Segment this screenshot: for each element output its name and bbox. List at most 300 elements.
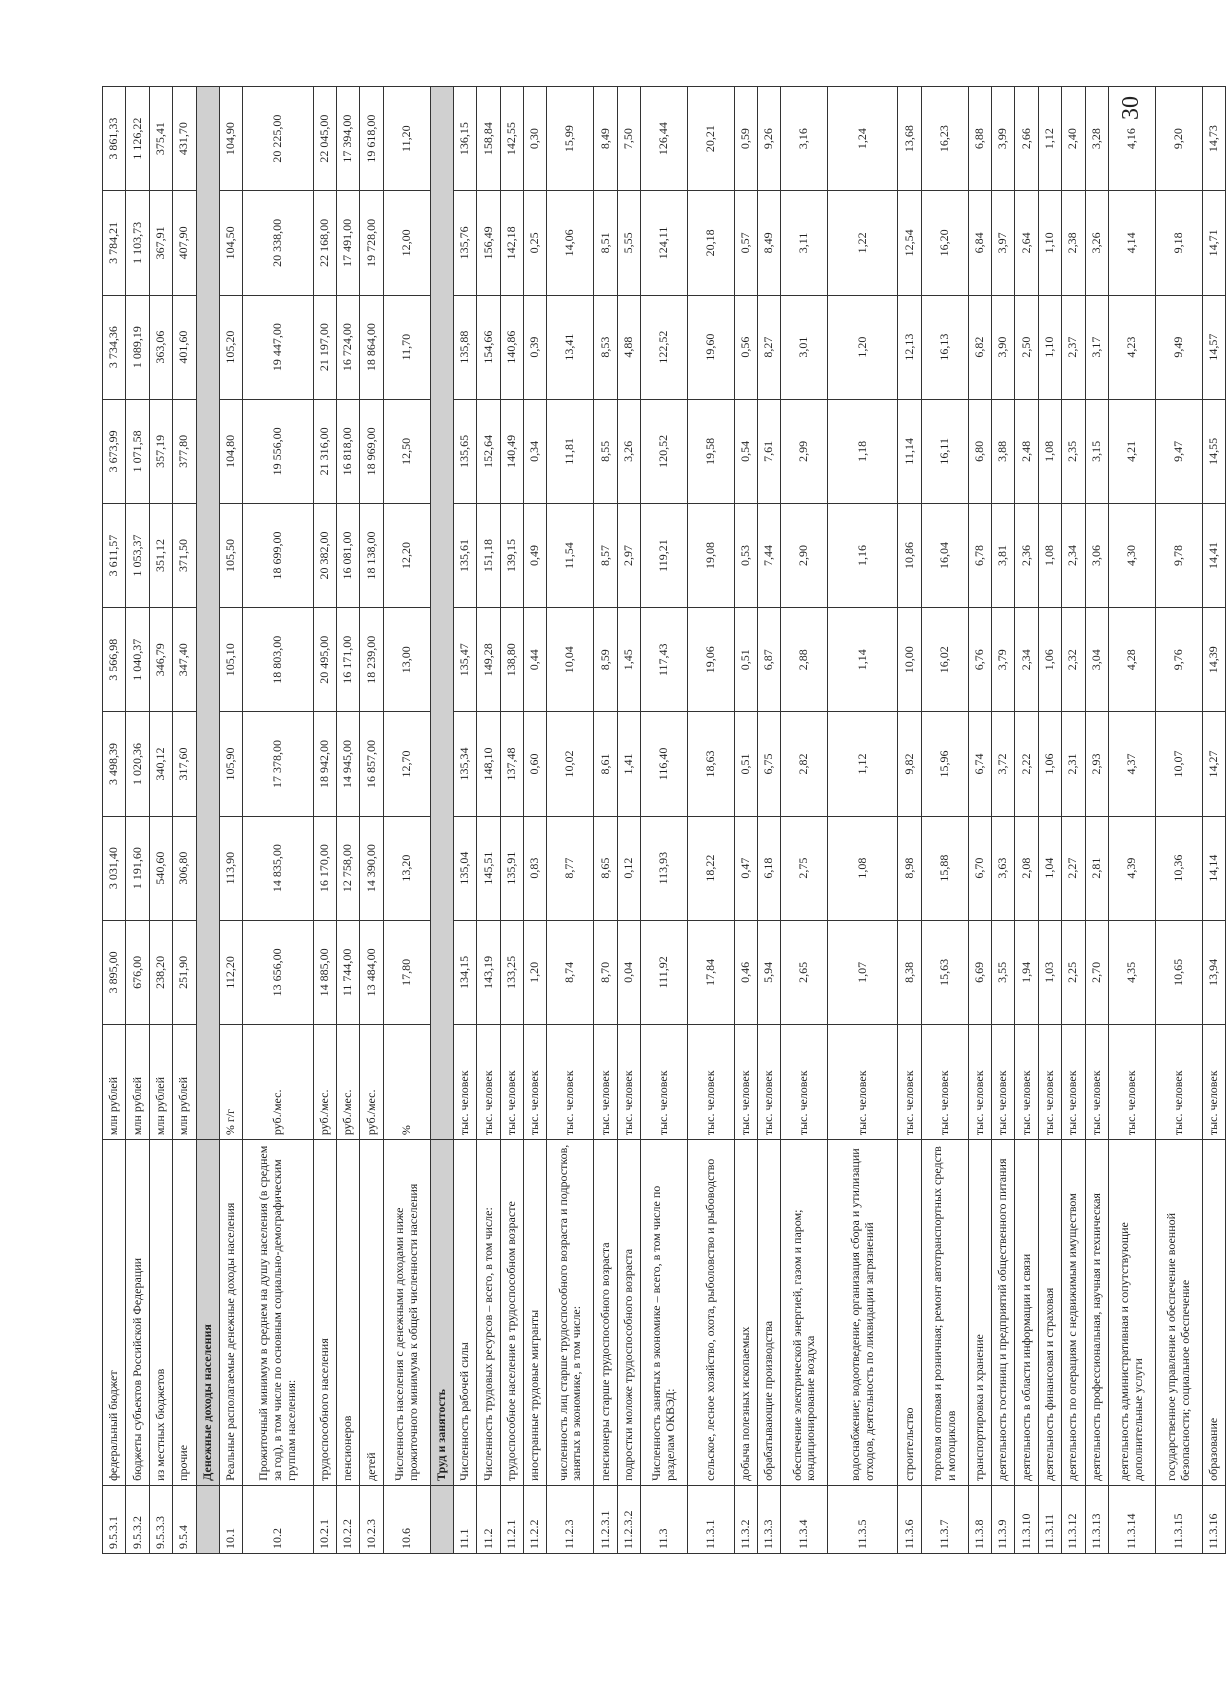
value-cell: 2,90 xyxy=(781,503,828,607)
value-cell: 407,90 xyxy=(173,191,196,295)
value-cell: 8,65 xyxy=(594,816,617,920)
value-cell: 19 728,00 xyxy=(360,191,383,295)
value-cell: 1 089,19 xyxy=(126,295,149,399)
value-cell: 105,50 xyxy=(219,503,242,607)
value-cell: 10,00 xyxy=(898,608,921,712)
value-cell: 347,40 xyxy=(173,608,196,712)
value-cell: 3,17 xyxy=(1085,295,1108,399)
indicator-name: Прожиточный минимум в среднем на душу населения (в среднем за год), в том числе по основным социально-демографическим группам населения: xyxy=(243,1140,313,1486)
value-cell: 1,04 xyxy=(1038,816,1061,920)
value-cell: 13 484,00 xyxy=(360,920,383,1024)
value-cell: 3 734,36 xyxy=(103,295,126,399)
unit: тыс. человек xyxy=(617,1024,640,1139)
value-cell: 3,28 xyxy=(1085,87,1108,191)
unit: тыс. человек xyxy=(524,1024,547,1139)
table-row xyxy=(921,87,968,1554)
value-cell: 14,73 xyxy=(1202,87,1225,191)
value-cell: 6,69 xyxy=(968,920,991,1024)
value-cell: 6,88 xyxy=(968,87,991,191)
value-cell: 3,26 xyxy=(617,399,640,503)
unit: тыс. человек xyxy=(1202,1024,1225,1139)
unit: тыс. человек xyxy=(477,1024,500,1139)
value-cell: 8,77 xyxy=(547,816,594,920)
value-cell: 1,12 xyxy=(1038,87,1061,191)
row-code: 9.5.4 xyxy=(173,1485,196,1553)
value-cell: 1,22 xyxy=(828,191,898,295)
value-cell: 1,07 xyxy=(828,920,898,1024)
section-title: Денежные доходы населения xyxy=(196,1140,219,1486)
unit: руб./мес. xyxy=(243,1024,313,1139)
indicator-name: Численность занятых в экономике – всего, в том числе по разделам ОКВЭД: xyxy=(641,1140,688,1486)
value-cell: 2,65 xyxy=(781,920,828,1024)
value-cell: 8,98 xyxy=(898,816,921,920)
value-cell: 3 673,99 xyxy=(103,399,126,503)
value-cell: 9,47 xyxy=(1155,399,1202,503)
value-cell: 20,21 xyxy=(687,87,734,191)
value-cell: 401,60 xyxy=(173,295,196,399)
value-cell: 14,55 xyxy=(1202,399,1225,503)
value-cell: 2,34 xyxy=(1062,503,1085,607)
value-cell: 357,19 xyxy=(149,399,172,503)
value-cell: 20 338,00 xyxy=(243,191,313,295)
table-row xyxy=(594,87,617,1554)
table-row xyxy=(1062,87,1085,1554)
indicator-name: строительство xyxy=(898,1140,921,1486)
value-cell: 142,55 xyxy=(500,87,523,191)
value-cell: 1,08 xyxy=(1038,399,1061,503)
row-code: 11.3.7 xyxy=(921,1485,968,1553)
value-cell: 12,00 xyxy=(383,191,430,295)
table-row xyxy=(103,87,126,1554)
value-cell: 8,51 xyxy=(594,191,617,295)
row-code xyxy=(196,1485,219,1553)
indicator-name: сельское, лесное хозяйство, охота, рыболовство и рыбоводство xyxy=(687,1140,734,1486)
row-code: 11.3 xyxy=(641,1485,688,1553)
section-fill xyxy=(430,87,453,1140)
value-cell: 8,57 xyxy=(594,503,617,607)
value-cell: 1,20 xyxy=(828,295,898,399)
value-cell: 1,08 xyxy=(1038,503,1061,607)
table-row xyxy=(991,87,1014,1554)
value-cell: 676,00 xyxy=(126,920,149,1024)
value-cell: 19 447,00 xyxy=(243,295,313,399)
value-cell: 377,80 xyxy=(173,399,196,503)
unit: млн рублей xyxy=(149,1024,172,1139)
value-cell: 9,20 xyxy=(1155,87,1202,191)
value-cell: 1,10 xyxy=(1038,295,1061,399)
table-row xyxy=(1202,87,1225,1554)
value-cell: 16 818,00 xyxy=(336,399,359,503)
row-code: 10.1 xyxy=(219,1485,242,1553)
value-cell: 3,79 xyxy=(991,608,1014,712)
value-cell: 5,94 xyxy=(758,920,781,1024)
value-cell: 8,70 xyxy=(594,920,617,1024)
value-cell: 0,53 xyxy=(734,503,757,607)
value-cell: 2,50 xyxy=(1015,295,1038,399)
value-cell: 1 040,37 xyxy=(126,608,149,712)
value-cell: 3,90 xyxy=(991,295,1014,399)
value-cell: 251,90 xyxy=(173,920,196,1024)
value-cell: 10,02 xyxy=(547,712,594,816)
row-code: 11.2.3.1 xyxy=(594,1485,617,1553)
value-cell: 105,20 xyxy=(219,295,242,399)
unit: тыс. человек xyxy=(758,1024,781,1139)
value-cell: 9,49 xyxy=(1155,295,1202,399)
value-cell: 104,50 xyxy=(219,191,242,295)
indicator-name: деятельность по операциям с недвижимым имуществом xyxy=(1062,1140,1085,1486)
value-cell: 19,06 xyxy=(687,608,734,712)
value-cell: 18,63 xyxy=(687,712,734,816)
value-cell: 1,03 xyxy=(1038,920,1061,1024)
page-number: 30 xyxy=(1118,96,1144,120)
table-row xyxy=(336,87,359,1554)
value-cell: 317,60 xyxy=(173,712,196,816)
table-row xyxy=(313,87,336,1554)
value-cell: 10,07 xyxy=(1155,712,1202,816)
value-cell: 340,12 xyxy=(149,712,172,816)
row-code: 11.3.10 xyxy=(1015,1485,1038,1553)
value-cell: 3,04 xyxy=(1085,608,1108,712)
value-cell: 14 835,00 xyxy=(243,816,313,920)
value-cell: 3,81 xyxy=(991,503,1014,607)
value-cell: 20 225,00 xyxy=(243,87,313,191)
value-cell: 6,78 xyxy=(968,503,991,607)
indicator-name: деятельность гостиниц и предприятий общественного питания xyxy=(991,1140,1014,1486)
indicator-name: федеральный бюджет xyxy=(103,1140,126,1486)
value-cell: 3,01 xyxy=(781,295,828,399)
indicator-name: иностранные трудовые мигранты xyxy=(524,1140,547,1486)
unit: тыс. человек xyxy=(734,1024,757,1139)
value-cell: 2,70 xyxy=(1085,920,1108,1024)
value-cell: 3,88 xyxy=(991,399,1014,503)
value-cell: 117,43 xyxy=(641,608,688,712)
value-cell: 2,93 xyxy=(1085,712,1108,816)
value-cell: 15,63 xyxy=(921,920,968,1024)
value-cell: 19 556,00 xyxy=(243,399,313,503)
unit: тыс. человек xyxy=(1108,1024,1155,1139)
value-cell: 2,25 xyxy=(1062,920,1085,1024)
value-cell: 14 885,00 xyxy=(313,920,336,1024)
value-cell: 14,71 xyxy=(1202,191,1225,295)
value-cell: 9,76 xyxy=(1155,608,1202,712)
value-cell: 136,15 xyxy=(453,87,476,191)
value-cell: 158,84 xyxy=(477,87,500,191)
indicator-name: деятельность административная и сопутствующие дополнительные услуги xyxy=(1108,1140,1155,1486)
value-cell: 1,45 xyxy=(617,608,640,712)
value-cell: 124,11 xyxy=(641,191,688,295)
unit: тыс. человек xyxy=(641,1024,688,1139)
value-cell: 0,83 xyxy=(524,816,547,920)
row-code: 11.3.15 xyxy=(1155,1485,1202,1553)
value-cell: 13,68 xyxy=(898,87,921,191)
table-row xyxy=(126,87,149,1554)
value-cell: 120,52 xyxy=(641,399,688,503)
value-cell: 10,04 xyxy=(547,608,594,712)
value-cell: 16,13 xyxy=(921,295,968,399)
value-cell: 16,20 xyxy=(921,191,968,295)
value-cell: 13 656,00 xyxy=(243,920,313,1024)
value-cell: 8,74 xyxy=(547,920,594,1024)
value-cell: 0,04 xyxy=(617,920,640,1024)
section-fill xyxy=(196,87,219,1140)
value-cell: 4,16 xyxy=(1108,87,1155,191)
row-code: 10.2 xyxy=(243,1485,313,1553)
indicator-name: пенсионеры старше трудоспособного возраста xyxy=(594,1140,617,1486)
value-cell: 4,88 xyxy=(617,295,640,399)
value-cell: 133,25 xyxy=(500,920,523,1024)
value-cell: 3 784,21 xyxy=(103,191,126,295)
value-cell: 14,14 xyxy=(1202,816,1225,920)
value-cell: 2,27 xyxy=(1062,816,1085,920)
value-cell: 18 239,00 xyxy=(360,608,383,712)
value-cell: 137,48 xyxy=(500,712,523,816)
value-cell: 14,06 xyxy=(547,191,594,295)
value-cell: 6,84 xyxy=(968,191,991,295)
value-cell: 148,10 xyxy=(477,712,500,816)
value-cell: 1,10 xyxy=(1038,191,1061,295)
value-cell: 1,08 xyxy=(828,816,898,920)
value-cell: 15,96 xyxy=(921,712,968,816)
value-cell: 12,50 xyxy=(383,399,430,503)
value-cell: 2,82 xyxy=(781,712,828,816)
value-cell: 135,65 xyxy=(453,399,476,503)
unit: млн рублей xyxy=(126,1024,149,1139)
value-cell: 13,94 xyxy=(1202,920,1225,1024)
unit: тыс. человек xyxy=(687,1024,734,1139)
value-cell: 8,53 xyxy=(594,295,617,399)
value-cell: 540,60 xyxy=(149,816,172,920)
indicator-name: Численность населения с денежными доходами ниже прожиточного минимума к общей численности населения xyxy=(383,1140,430,1486)
value-cell: 2,38 xyxy=(1062,191,1085,295)
value-cell: 3,26 xyxy=(1085,191,1108,295)
value-cell: 1,20 xyxy=(524,920,547,1024)
table-row xyxy=(758,87,781,1554)
value-cell: 16 724,00 xyxy=(336,295,359,399)
value-cell: 2,88 xyxy=(781,608,828,712)
value-cell: 6,76 xyxy=(968,608,991,712)
value-cell: 16,23 xyxy=(921,87,968,191)
value-cell: 4,30 xyxy=(1108,503,1155,607)
value-cell: 119,21 xyxy=(641,503,688,607)
value-cell: 11,81 xyxy=(547,399,594,503)
row-code: 11.3.12 xyxy=(1062,1485,1085,1553)
value-cell: 14,39 xyxy=(1202,608,1225,712)
table-row xyxy=(781,87,828,1554)
value-cell: 17 491,00 xyxy=(336,191,359,295)
value-cell: 4,35 xyxy=(1108,920,1155,1024)
value-cell: 13,00 xyxy=(383,608,430,712)
row-code: 11.3.8 xyxy=(968,1485,991,1553)
row-code: 11.1 xyxy=(453,1485,476,1553)
table-row xyxy=(898,87,921,1554)
value-cell: 6,74 xyxy=(968,712,991,816)
value-cell: 9,78 xyxy=(1155,503,1202,607)
value-cell: 18 138,00 xyxy=(360,503,383,607)
value-cell: 11,70 xyxy=(383,295,430,399)
value-cell: 139,15 xyxy=(500,503,523,607)
value-cell: 9,82 xyxy=(898,712,921,816)
value-cell: 6,80 xyxy=(968,399,991,503)
indicator-name: транспортировка и хранение xyxy=(968,1140,991,1486)
value-cell: 11,14 xyxy=(898,399,921,503)
value-cell: 14 945,00 xyxy=(336,712,359,816)
table-row xyxy=(360,87,383,1554)
value-cell: 3,55 xyxy=(991,920,1014,1024)
table-row xyxy=(734,87,757,1554)
value-cell: 16 171,00 xyxy=(336,608,359,712)
value-cell: 19,60 xyxy=(687,295,734,399)
value-cell: 111,92 xyxy=(641,920,688,1024)
row-code: 11.2 xyxy=(477,1485,500,1553)
value-cell: 18 699,00 xyxy=(243,503,313,607)
indicators-table xyxy=(102,86,1226,1554)
indicator-name: подростки моложе трудоспособного возраста xyxy=(617,1140,640,1486)
value-cell: 4,14 xyxy=(1108,191,1155,295)
value-cell: 13,41 xyxy=(547,295,594,399)
table-row xyxy=(1085,87,1108,1554)
value-cell: 12,54 xyxy=(898,191,921,295)
value-cell: 8,59 xyxy=(594,608,617,712)
value-cell: 14 390,00 xyxy=(360,816,383,920)
indicator-name: деятельность профессиональная, научная и техническая xyxy=(1085,1140,1108,1486)
value-cell: 0,12 xyxy=(617,816,640,920)
value-cell: 346,79 xyxy=(149,608,172,712)
row-code: 11.2.1 xyxy=(500,1485,523,1553)
indicator-name: водоснабжение; водоотведение, организация сбора и утилизации отходов, деятельность по ликвидации загрязнений xyxy=(828,1140,898,1486)
value-cell: 431,70 xyxy=(173,87,196,191)
value-cell: 116,40 xyxy=(641,712,688,816)
value-cell: 3 031,40 xyxy=(103,816,126,920)
value-cell: 5,55 xyxy=(617,191,640,295)
indicator-name: детей xyxy=(360,1140,383,1486)
row-code: 10.2.3 xyxy=(360,1485,383,1553)
value-cell: 1,12 xyxy=(828,712,898,816)
row-code: 9.5.3.2 xyxy=(126,1485,149,1553)
value-cell: 12,70 xyxy=(383,712,430,816)
value-cell: 4,37 xyxy=(1108,712,1155,816)
value-cell: 149,28 xyxy=(477,608,500,712)
value-cell: 6,70 xyxy=(968,816,991,920)
row-code: 10.2.1 xyxy=(313,1485,336,1553)
indicator-name: образование xyxy=(1202,1140,1225,1486)
value-cell: 135,04 xyxy=(453,816,476,920)
value-cell: 0,25 xyxy=(524,191,547,295)
value-cell: 0,49 xyxy=(524,503,547,607)
value-cell: 2,75 xyxy=(781,816,828,920)
value-cell: 238,20 xyxy=(149,920,172,1024)
value-cell: 4,39 xyxy=(1108,816,1155,920)
unit: тыс. человек xyxy=(828,1024,898,1139)
value-cell: 18 864,00 xyxy=(360,295,383,399)
indicator-name: Численность трудовых ресурсов – всего, в том числе: xyxy=(477,1140,500,1486)
value-cell: 8,49 xyxy=(758,191,781,295)
value-cell: 16 857,00 xyxy=(360,712,383,816)
value-cell: 375,41 xyxy=(149,87,172,191)
value-cell: 18,22 xyxy=(687,816,734,920)
table-row xyxy=(828,87,898,1554)
value-cell: 4,21 xyxy=(1108,399,1155,503)
value-cell: 6,75 xyxy=(758,712,781,816)
value-cell: 104,90 xyxy=(219,87,242,191)
value-cell: 20,18 xyxy=(687,191,734,295)
unit: тыс. человек xyxy=(898,1024,921,1139)
value-cell: 10,86 xyxy=(898,503,921,607)
value-cell: 0,44 xyxy=(524,608,547,712)
value-cell: 9,26 xyxy=(758,87,781,191)
value-cell: 2,36 xyxy=(1015,503,1038,607)
table-row xyxy=(641,87,688,1554)
indicator-name: Численность рабочей силы xyxy=(453,1140,476,1486)
value-cell: 105,10 xyxy=(219,608,242,712)
value-cell: 3 498,39 xyxy=(103,712,126,816)
value-cell: 135,76 xyxy=(453,191,476,295)
value-cell: 0,30 xyxy=(524,87,547,191)
value-cell: 10,36 xyxy=(1155,816,1202,920)
indicator-name: трудоспособного населения xyxy=(313,1140,336,1486)
table-row xyxy=(173,87,196,1554)
value-cell: 2,08 xyxy=(1015,816,1038,920)
value-cell: 2,34 xyxy=(1015,608,1038,712)
row-code: 11.3.4 xyxy=(781,1485,828,1553)
value-cell: 17,84 xyxy=(687,920,734,1024)
table-row xyxy=(524,87,547,1554)
indicator-name: Реальные располагаемые денежные доходы населения xyxy=(219,1140,242,1486)
unit: млн рублей xyxy=(103,1024,126,1139)
row-code: 11.3.14 xyxy=(1108,1485,1155,1553)
value-cell: 135,91 xyxy=(500,816,523,920)
unit: тыс. человек xyxy=(547,1024,594,1139)
value-cell: 19,08 xyxy=(687,503,734,607)
value-cell: 12,20 xyxy=(383,503,430,607)
indicator-name: бюджеты субъектов Российской Федерации xyxy=(126,1140,149,1486)
unit: тыс. человек xyxy=(1085,1024,1108,1139)
value-cell: 8,27 xyxy=(758,295,781,399)
row-code: 11.3.2 xyxy=(734,1485,757,1553)
row-code: 11.3.1 xyxy=(687,1485,734,1553)
unit: тыс. человек xyxy=(1155,1024,1202,1139)
value-cell: 17 394,00 xyxy=(336,87,359,191)
value-cell: 0,47 xyxy=(734,816,757,920)
value-cell: 22 045,00 xyxy=(313,87,336,191)
row-code: 9.5.3.3 xyxy=(149,1485,172,1553)
indicator-name: трудоспособное население в трудоспособном возрасте xyxy=(500,1140,523,1486)
indicator-name: обрабатывающие производства xyxy=(758,1140,781,1486)
table-row xyxy=(617,87,640,1554)
unit: тыс. человек xyxy=(1062,1024,1085,1139)
row-code: 11.2.2 xyxy=(524,1485,547,1553)
value-cell: 15,88 xyxy=(921,816,968,920)
section-header-row xyxy=(196,87,219,1554)
table-row xyxy=(219,87,242,1554)
value-cell: 17 378,00 xyxy=(243,712,313,816)
section-header-row xyxy=(430,87,453,1554)
value-cell: 143,19 xyxy=(477,920,500,1024)
value-cell: 18 942,00 xyxy=(313,712,336,816)
unit: тыс. человек xyxy=(921,1024,968,1139)
value-cell: 140,49 xyxy=(500,399,523,503)
value-cell: 104,80 xyxy=(219,399,242,503)
value-cell: 0,59 xyxy=(734,87,757,191)
indicator-name: прочие xyxy=(173,1140,196,1486)
value-cell: 2,22 xyxy=(1015,712,1038,816)
value-cell: 1,24 xyxy=(828,87,898,191)
value-cell: 154,66 xyxy=(477,295,500,399)
table-row xyxy=(1015,87,1038,1554)
value-cell: 1,14 xyxy=(828,608,898,712)
value-cell: 3 611,57 xyxy=(103,503,126,607)
value-cell: 12,13 xyxy=(898,295,921,399)
table-row xyxy=(1108,87,1155,1554)
